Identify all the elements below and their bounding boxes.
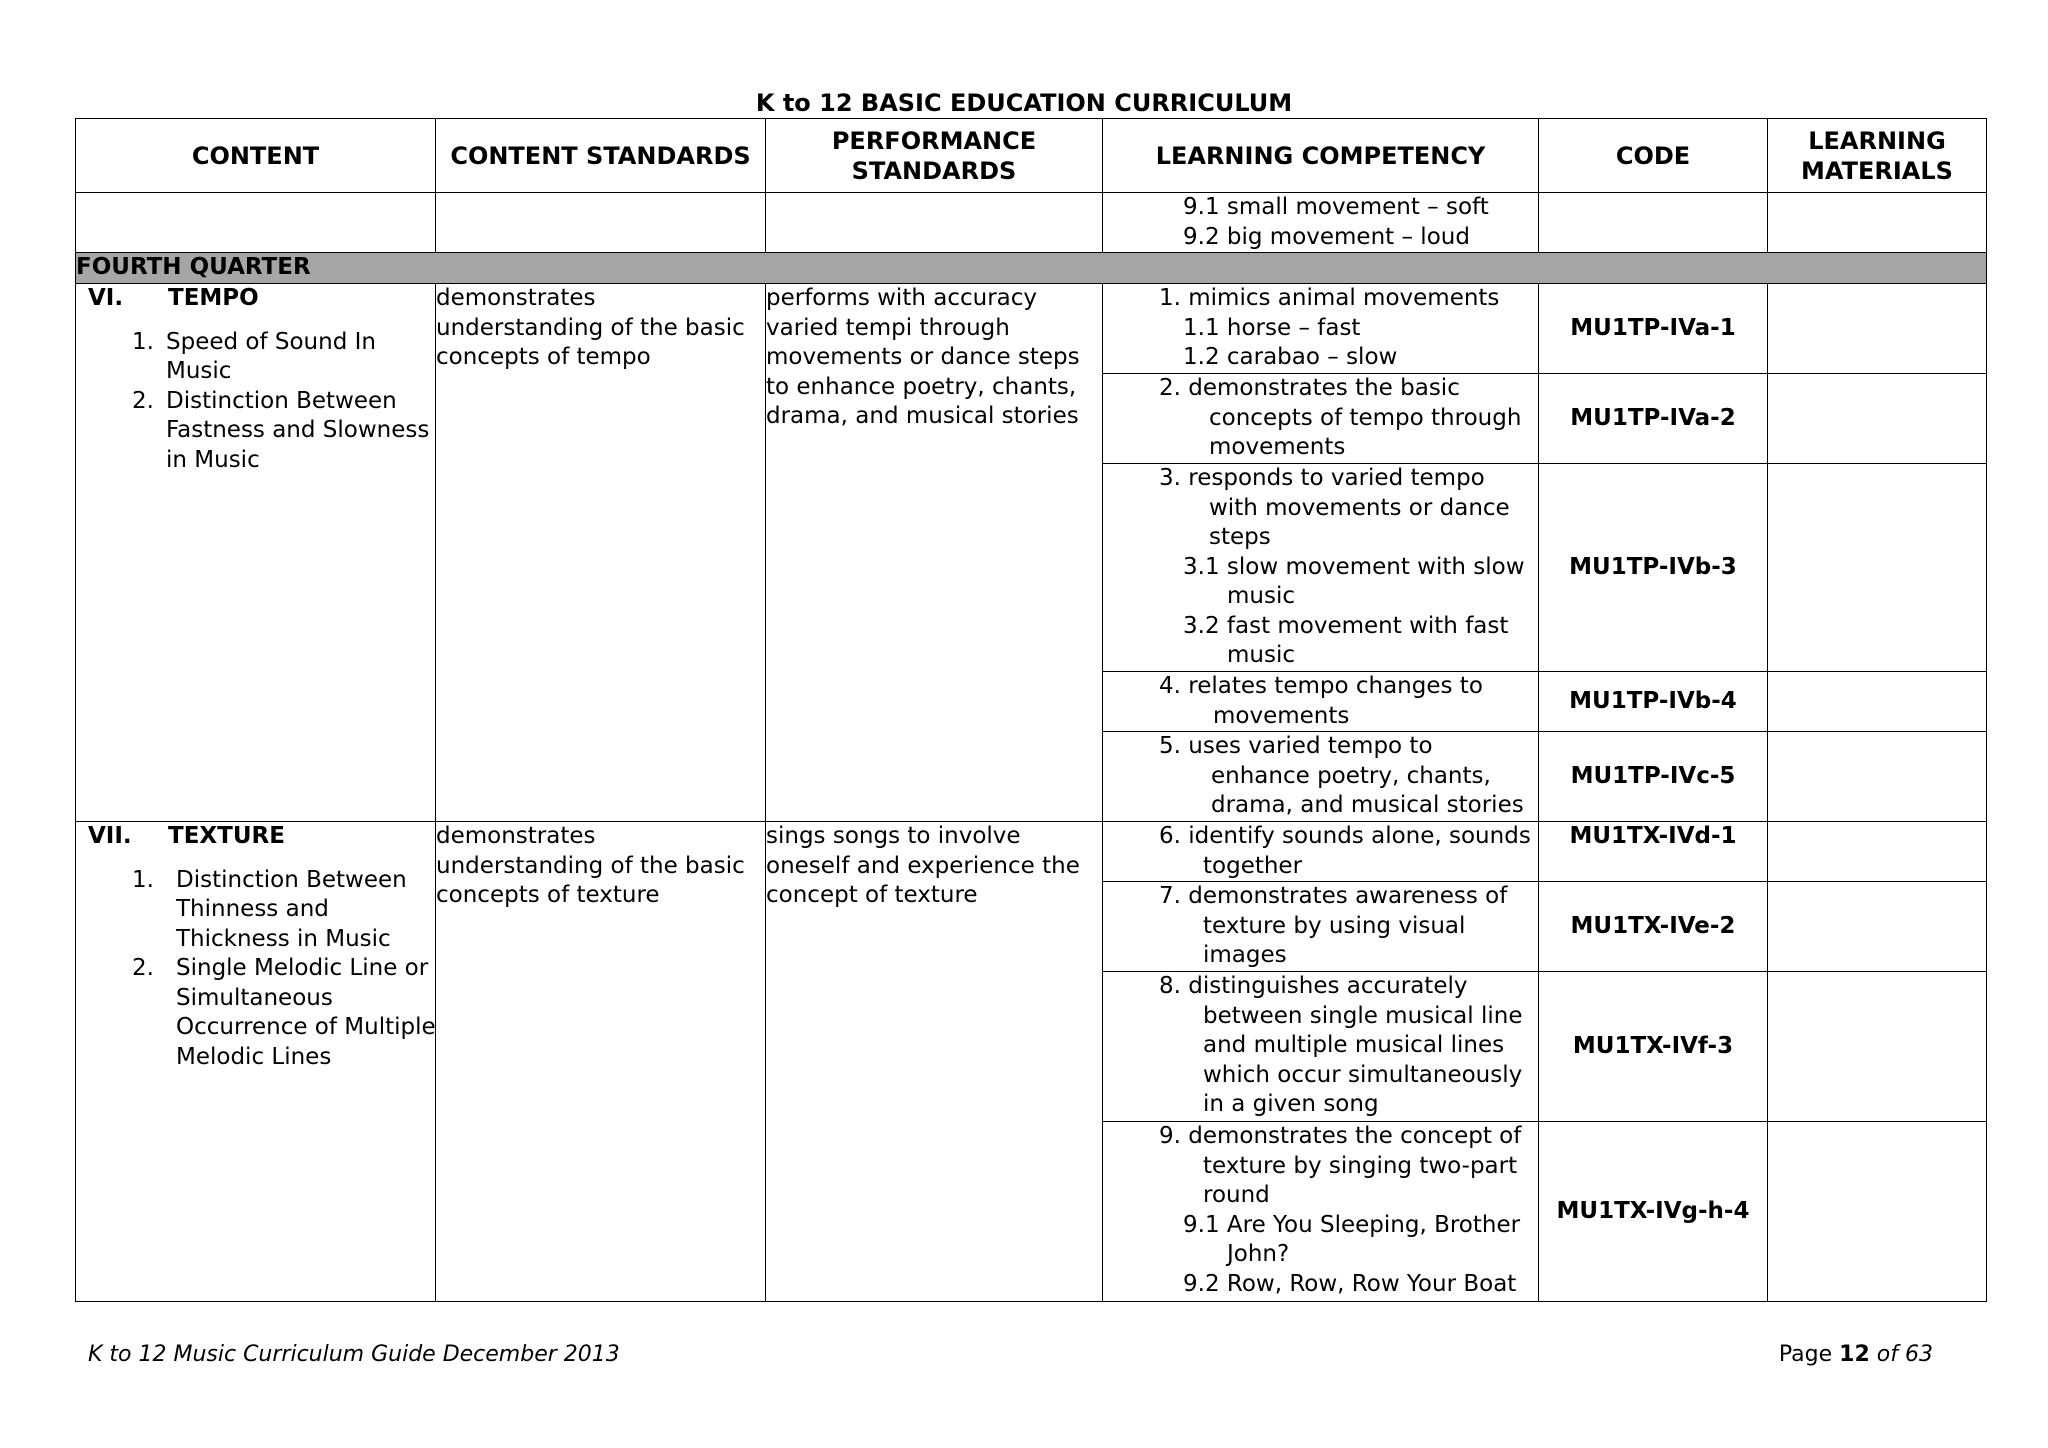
footer-guide-title: K to 12 Music Curriculum Guide December 2013 [88, 1342, 620, 1367]
tempo-content-standard: demonstrates understanding of the basic concepts of tempo [436, 284, 766, 822]
header-code: CODE [1539, 119, 1768, 193]
footer-page-number: Page 12 of 63 [1778, 1342, 1933, 1367]
code-5: MU1TP-IVc-5 [1539, 732, 1768, 822]
materials-2 [1768, 374, 1987, 464]
materials-4 [1768, 672, 1987, 732]
materials-8 [1768, 972, 1987, 1122]
code-1: MU1TP-IVa-1 [1539, 284, 1768, 374]
code-4: MU1TP-IVb-4 [1539, 672, 1768, 732]
materials-9 [1768, 1122, 1987, 1302]
competency-7: 7. demonstrates awareness of texture by using visual images [1103, 882, 1539, 972]
curriculum-table [75, 118, 1987, 1302]
competency-8: 8. distinguishes accurately between single musical line and multiple musical lines which occur simultaneously in a given song [1103, 972, 1539, 1122]
texture-content: VII. TEXTURE 1. Distinction Between Thinness and Thickness in Music 2. Single Melodic Line or Simultaneous Occurrence of Multiple Melodic Lines [76, 822, 436, 1302]
header-learning-competency: LEARNING COMPETENCY [1103, 119, 1539, 193]
code-9: MU1TX-IVg-h-4 [1539, 1122, 1768, 1302]
texture-performance-standard: sings songs to involve oneself and experience the concept of texture [766, 822, 1103, 1302]
competency-9: 9. demonstrates the concept of texture by singing two-part round 9.1 Are You Sleeping, Brother John? 9.2 Row, Row, Row Your Boat [1103, 1122, 1539, 1302]
materials-6 [1768, 822, 1987, 882]
code-7: MU1TX-IVe-2 [1539, 882, 1768, 972]
code-2: MU1TP-IVa-2 [1539, 374, 1768, 464]
header-content: CONTENT [76, 119, 436, 193]
materials-5 [1768, 732, 1987, 822]
header-content-standards: CONTENT STANDARDS [436, 119, 766, 193]
document-title: K to 12 BASIC EDUCATION CURRICULUM [755, 89, 1293, 117]
carryover-row [76, 193, 1987, 253]
materials-1 [1768, 284, 1987, 374]
code-3: MU1TP-IVb-3 [1539, 464, 1768, 672]
carryover-competency: 9.1 small movement – soft 9.2 big movement – loud [1103, 193, 1539, 253]
competency-3: 3. responds to varied tempo with movements or dance steps 3.1 slow movement with slow music 3.2 fast movement with fast music [1103, 464, 1539, 672]
competency-6: 6. identify sounds alone, sounds together [1103, 822, 1539, 882]
competency-2: 2. demonstrates the basic concepts of tempo through movements [1103, 374, 1539, 464]
competency-1: 1. mimics animal movements 1.1 horse – fast 1.2 carabao – slow [1103, 284, 1539, 374]
materials-3 [1768, 464, 1987, 672]
code-8: MU1TX-IVf-3 [1539, 972, 1768, 1122]
header-row [76, 119, 1987, 193]
competency-5: 5. uses varied tempo to enhance poetry, chants, drama, and musical stories [1103, 732, 1539, 822]
code-6: MU1TX-IVd-1 [1539, 822, 1768, 882]
quarter-label: FOURTH QUARTER [76, 253, 1987, 284]
header-learning-materials: LEARNING MATERIALS [1768, 119, 1987, 193]
texture-topics: 1. Distinction Between Thinness and Thickness in Music 2. Single Melodic Line or Simultaneous Occurrence of Multiple Melodic Lines [132, 866, 436, 1070]
texture-content-standard: demonstrates understanding of the basic concepts of texture [436, 822, 766, 1302]
materials-7 [1768, 882, 1987, 972]
tempo-performance-standard: performs with accuracy varied tempi through movements or dance steps to enhance poetry, chants, drama, and musical stories [766, 284, 1103, 822]
quarter-row [76, 253, 1987, 284]
tempo-content: VI. TEMPO 1. Speed of Sound In Music 2. Distinction Between Fastness and Slowness in Music [76, 284, 436, 822]
competency-4: 4. relates tempo changes to movements [1103, 672, 1539, 732]
header-performance-standards: PERFORMANCE STANDARDS [766, 119, 1103, 193]
tempo-topics: 1. Speed of Sound In Music 2. Distinction Between Fastness and Slowness in Music [132, 328, 430, 473]
